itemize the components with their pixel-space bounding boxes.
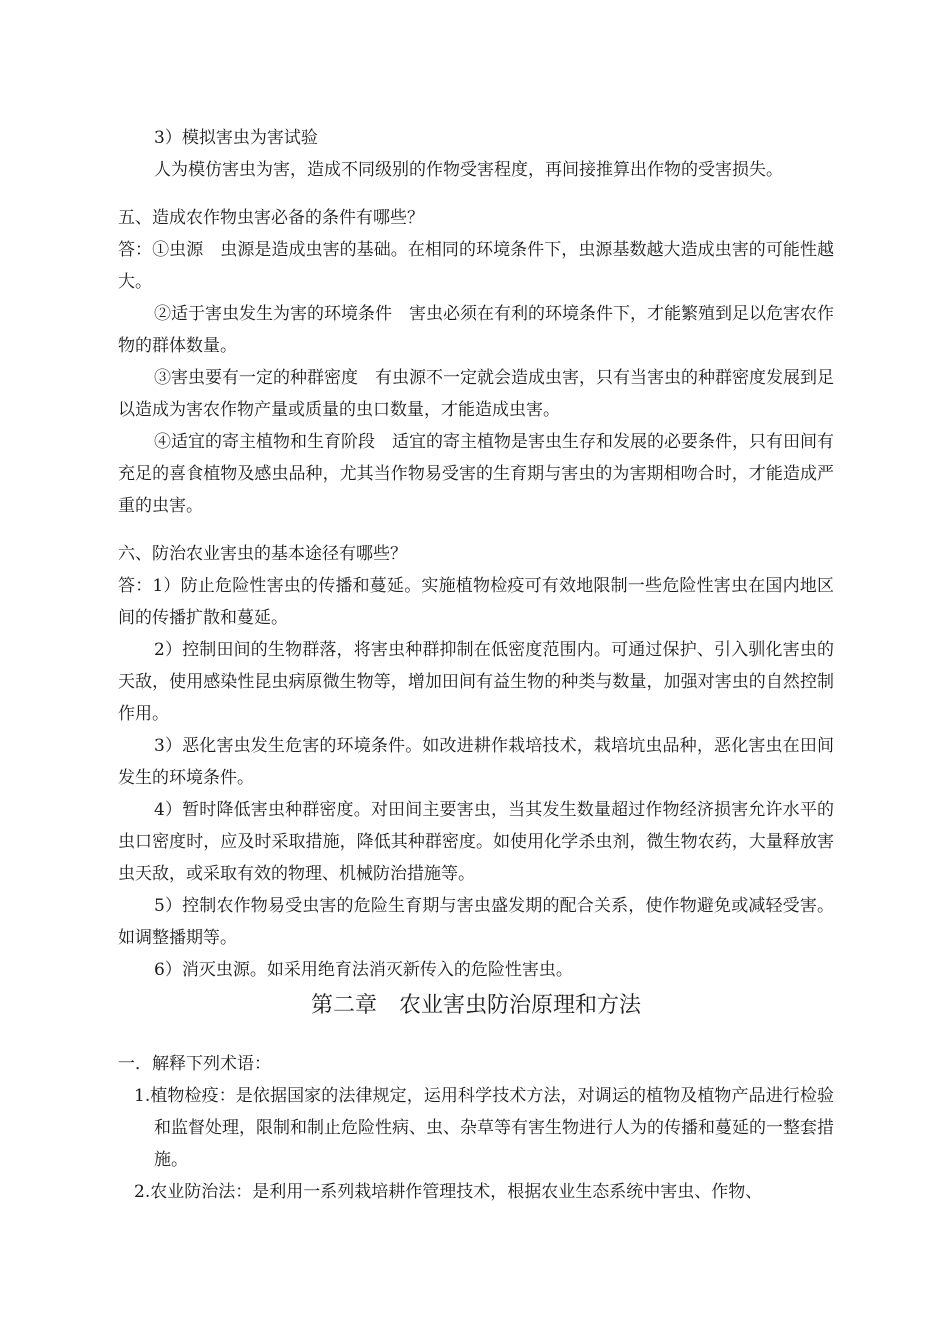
question-6-title: 六、防治农业害虫的基本途径有哪些？ — [118, 544, 407, 564]
paragraph-simulation-desc: 人为模仿害虫为害，造成不同级别的作物受害程度，再间接推算出作物的受害损失。 — [154, 160, 783, 180]
list-item: 1.植物检疫：是依据国家的法律规定，运用科学技术方法，对调运的植物及植物产品进行检验和监督处理，限制和制止危险性病、虫、杂草等有害生物进行人为的传播和蔓延的一整套措施。 — [134, 1086, 834, 1170]
question-6-answer-2: 2）控制田间的生物群落，将害虫种群抑制在低密度范围内。可通过保护、引入驯化害虫的天敌，使用感染性昆虫病原微生物等，增加田间有益生物的种类与数量，加强对害虫的自然控制作用。 — [118, 640, 834, 724]
question-5-answer-3: ③害虫要有一定的种群密度 有虫源不一定就会造成虫害，只有当害虫的种群密度发展到足以造成为害农作物产量或质量的虫口数量，才能造成虫害。 — [118, 368, 834, 420]
subheading-simulation-test: 3）模拟害虫为害试验 — [154, 128, 318, 148]
chapter-title: 第二章 农业害虫防治原理和方法 — [310, 993, 641, 1018]
question-6-answer-3: 3）恶化害虫发生危害的环境条件。如改进耕作栽培技术，栽培坑虫品种，恶化害虫在田间发生的环境条件。 — [118, 736, 834, 788]
document-page — [118, 122, 834, 1208]
question-6-answer-4: 4）暂时降低害虫种群密度。对田间主要害虫，当其发生数量超过作物经济损害允许水平的虫口密度时，应及时采取措施，降低其种群密度。如使用化学杀虫剂，微生物农药，大量释放害虫天敌，或采取有效的物理、机械防治措施等。 — [118, 800, 834, 884]
question-5-answer-1: 答：①虫源 虫源是造成虫害的基础。在相同的环境条件下，虫源基数越大造成虫害的可能性越大。 — [118, 240, 834, 292]
terms-list — [118, 1080, 834, 1208]
question-5-title: 五、造成农作物虫害必备的条件有哪些？ — [118, 208, 424, 228]
question-5-answer-2: ②适于害虫发生为害的环境条件 害虫必须在有利的环境条件下，才能繁殖到足以危害农作物的群体数量。 — [118, 304, 834, 356]
question-5-answer-4: ④适宜的寄主植物和生育阶段 适宜的寄主植物是害虫生存和发展的必要条件，只有田间有充足的喜食植物及感虫品种，尤其当作物易受害的生育期与害虫的为害期相吻合时，才能造成严重的虫害。 — [118, 432, 834, 516]
question-6-answer-5: 5）控制农作物易受虫害的危险生育期与害虫盛发期的配合关系，使作物避免或减轻受害。如调整播期等。 — [118, 896, 834, 948]
question-6-answer-1: 答：1）防止危险性害虫的传播和蔓延。实施植物检疫可有效地限制一些危险性害虫在国内地区间的传播扩散和蔓延。 — [118, 576, 834, 628]
section-title: 一．解释下列术语： — [118, 1054, 271, 1074]
list-item: 2.农业防治法：是利用一系列栽培耕作管理技术，根据农业生态系统中害虫、作物、 — [134, 1182, 763, 1202]
question-6-answer-6: 6）消灭虫源。如采用绝育法消灭新传入的危险性害虫。 — [154, 960, 573, 980]
